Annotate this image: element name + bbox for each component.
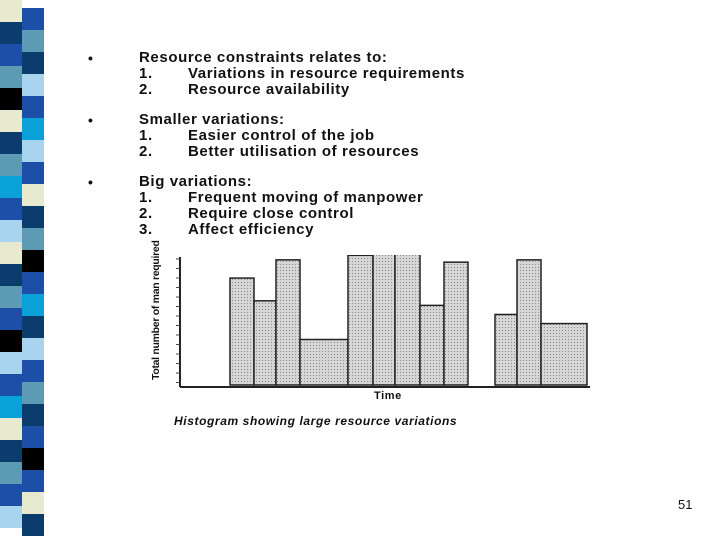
histogram-bar [230, 278, 254, 385]
slide-content [88, 50, 628, 252]
stripe-square [0, 66, 22, 88]
section-smaller-variations [88, 112, 628, 160]
stripe-square [0, 440, 22, 462]
bullet-icon: • [88, 112, 94, 128]
histogram-bar [395, 255, 420, 385]
stripe-square [22, 514, 44, 536]
stripe-square [22, 184, 44, 206]
stripe-square [22, 470, 44, 492]
item-number: 2. [139, 81, 153, 98]
stripe-square [22, 338, 44, 360]
item-text: Resource availability [188, 81, 350, 98]
histogram-bar [541, 324, 587, 385]
item-text: Frequent moving of manpower [188, 189, 424, 206]
stripe-square [0, 110, 22, 132]
item-text: Better utilisation of resources [188, 143, 420, 160]
histogram-bar [420, 305, 444, 385]
figure-caption: Histogram showing large resource variations [174, 414, 458, 428]
section-resource-constraints [88, 50, 628, 98]
stripe-square [22, 74, 44, 96]
stripe-square [0, 242, 22, 264]
item-text: Variations in resource requirements [188, 65, 465, 82]
stripe-square [22, 426, 44, 448]
stripe-square [22, 52, 44, 74]
stripe-square [0, 462, 22, 484]
stripe-square [0, 88, 22, 110]
item-number: 3. [139, 221, 153, 238]
stripe-square [0, 308, 22, 330]
stripe-square [0, 396, 22, 418]
stripe-square [22, 30, 44, 52]
section-heading: Smaller variations: [139, 111, 285, 128]
stripe-square [22, 8, 44, 30]
stripe-square [22, 228, 44, 250]
item-text: Easier control of the job [188, 127, 375, 144]
item-number: 2. [139, 205, 153, 222]
stripe-square [0, 220, 22, 242]
stripe-square [0, 0, 22, 22]
stripe-square [0, 418, 22, 440]
x-axis-label: Time [374, 390, 402, 402]
stripe-square [0, 22, 22, 44]
histogram-bar [254, 301, 276, 385]
stripe-square [22, 492, 44, 514]
stripe-square [0, 330, 22, 352]
stripe-square [22, 404, 44, 426]
stripe-square [22, 294, 44, 316]
histogram-bar [444, 262, 468, 385]
stripe-square [0, 286, 22, 308]
section-heading: Big variations: [139, 173, 253, 190]
stripe-square [22, 382, 44, 404]
stripe-square [0, 484, 22, 506]
stripe-square [22, 206, 44, 228]
stripe-square [22, 96, 44, 118]
item-text: Require close control [188, 205, 354, 222]
stripe-square [22, 360, 44, 382]
stripe-square [22, 448, 44, 470]
stripe-square [22, 250, 44, 272]
item-number: 1. [139, 189, 153, 206]
stripe-square [0, 154, 22, 176]
histogram-bar [276, 260, 300, 385]
item-number: 2. [139, 143, 153, 160]
item-number: 1. [139, 65, 153, 82]
stripe-square [0, 44, 22, 66]
stripe-square [0, 374, 22, 396]
stripe-square [0, 352, 22, 374]
stripe-square [22, 272, 44, 294]
histogram-bar [348, 255, 373, 385]
section-big-variations [88, 174, 628, 238]
section-heading: Resource constraints relates to: [139, 49, 388, 66]
stripe-square [0, 132, 22, 154]
bullet-icon: • [88, 50, 94, 66]
histogram-bar [517, 260, 541, 385]
stripe-square [0, 176, 22, 198]
stripe-square [0, 198, 22, 220]
page-number: 51 [678, 497, 693, 512]
histogram-bar [373, 255, 395, 385]
histogram-bar [495, 314, 517, 385]
stripe-square [22, 162, 44, 184]
stripe-square [22, 140, 44, 162]
bullet-icon: • [88, 174, 94, 190]
stripe-square [0, 264, 22, 286]
y-axis-label: Total number of man required [150, 240, 162, 380]
stripe-square [22, 316, 44, 338]
item-text: Affect efficiency [188, 221, 315, 238]
item-number: 1. [139, 127, 153, 144]
histogram-bar [300, 340, 348, 386]
stripe-square [0, 506, 22, 528]
decorative-left-stripe [0, 0, 70, 540]
stripe-square [22, 118, 44, 140]
